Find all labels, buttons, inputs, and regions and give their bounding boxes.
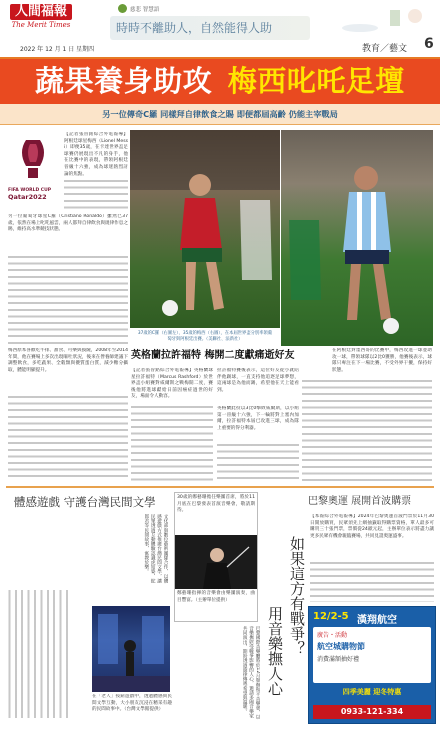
center-box — [174, 492, 258, 622]
main-article-p1: 另一位葡萄牙球星C羅（Cristiano Ronaldo）雖然已37歲，依然在場上叱吒風雲，兩人都拜自律飲食與規律作息之賜，維持高水準競技狀態。 — [8, 214, 128, 233]
main-article-right: 在阿根廷對墨西哥的比賽中，梅西攻進一球並助攻一球，帶領球隊以2比0獲勝，他賽後表示，球隊只專注在下一場比賽，不受外界干擾，保持好狀態。 — [332, 348, 432, 373]
ad-line-0: 廣告・活動 — [317, 632, 348, 639]
left-feature-text-filler — [8, 590, 68, 718]
worldcup-line2: Qatar2022 — [8, 193, 47, 201]
ad-phone[interactable]: 0933-121-334 — [313, 705, 431, 719]
worldcup-logo — [8, 132, 58, 212]
vertical-headline — [262, 536, 306, 722]
slogan-text: 時時不離助人，自然能得人助 — [116, 21, 273, 35]
main-photo-caption: 37歲的C羅（右圖左）、35歲的梅西（右圖），在本屆世界盃分別率領葡萄牙與阿根廷出賽。（美聯社、法新社） — [130, 330, 280, 346]
ronaldo-photo — [130, 130, 280, 328]
slogan-bar — [110, 16, 310, 40]
main-article-intro-filler — [64, 180, 128, 210]
headline-title — [0, 59, 440, 104]
lotus-icon — [118, 4, 127, 13]
right-feature-filler — [310, 562, 434, 602]
left-feature-title: 體感遊戲 守護台灣民間文學 — [14, 495, 156, 509]
bottom-headline: 英格蘭拉許福特 梅開二度獻痛逝好友 — [131, 350, 295, 361]
ad-highlight: 四季美麗 迎冬特惠 — [342, 688, 402, 696]
worldcup-line1: FIFA WORLD CUP — [8, 188, 52, 193]
ad-date: 12/2-5 — [313, 611, 349, 622]
ad-title: 漢翔航空 — [357, 615, 397, 626]
logo-en: The Merit Times — [11, 21, 71, 29]
main-article-p2-filler — [8, 396, 128, 482]
main-article-p2: 梅西原本喜歡吃牛排、甜食、可樂與披薩，2008年至2014年間，他在賽場上多次出現嘔吐狀況，後來在營養師建議下調整飲食，多吃蔬果、全穀類與優質蛋白質，減少糖分攝取，體能明顯提升。 — [8, 348, 128, 373]
logo[interactable] — [10, 4, 72, 30]
headline-yellow: 梅西叱吒足壇 — [227, 64, 405, 98]
right-feature-text: 【本報綜合外電報導】2024年巴黎奧運首波門票於11月30日開放購買，民眾須先上網抽籤取得購票資格，單人最多可購買三十張門票，票價從24歐元起，主辦單位表示將盡力讓更多民眾有機會親臨賽場，共同見證奧運盛事。 — [310, 514, 434, 539]
issue-date: 2022 年 12 月 1 日 星期四 — [20, 46, 95, 53]
decor-illustration — [340, 4, 430, 34]
vertical-headline-line2: 用音樂撫人心 — [266, 606, 284, 696]
bottom-article-col1-filler — [131, 406, 213, 482]
vertical-article-text: 巴黎國際音樂廳將於12月舉辦和平音樂會，以音樂撫慰受戰爭影響的人心，邀請多國音樂家共同演出，期盼透過旋律傳遞希望與溫暖。 — [242, 626, 260, 720]
main-article-intro: 【記者張晉銘綜合外電報導】阿根廷球星梅西（Lionel Messi）即便35歲，在卡達世界盃足球賽仍展現出不凡的身手，他在比賽中的表現，帶領阿根廷晉級十六強，成為球迷熱烈討論的焦點。 — [64, 132, 128, 177]
ad-panel — [313, 627, 431, 683]
bottom-article-col3: 英格蘭此役以3比0擊敗威爾斯，以小組第一晉級十六強，下一輪將對上塞內加爾，拉許福特本屆已攻進三球，成為隊上重要的得分利器。 — [217, 406, 299, 431]
main-article-p1-filler — [8, 256, 128, 344]
headline-banner — [0, 59, 440, 104]
trophy-icon — [8, 132, 58, 184]
headline-subtitle-bar — [0, 104, 440, 125]
slogan-badge: 慈悲 智慧語 — [118, 3, 159, 14]
messi-photo — [281, 130, 433, 346]
bottom-article-col2-filler — [217, 444, 299, 482]
page-number: 6 — [424, 36, 434, 52]
ad-line-2: 消費滿額抽好禮 — [317, 656, 360, 663]
masthead — [0, 0, 440, 58]
ad-box[interactable] — [308, 606, 436, 724]
logo-cn: 人間福報 — [10, 4, 72, 20]
ad-line-1: 航空城購物節 — [317, 642, 365, 651]
left-feature-text: 文化部與數位藝術團隊合作，以體感遊戲方式推廣台灣民間文學，讓民眾透過互動體驗認識虎姑婆、蛇郎君等民間故事，寓教於樂。 — [143, 514, 168, 583]
conductor-photo — [175, 535, 257, 589]
right-feature-title: 巴黎奧運 展開首波購票 — [308, 496, 412, 507]
bottom-article-col1: 【記者張晉銘綜合外電報導】英格蘭球星拉許福特（Marcus Rashford）於世界盃小組賽對威爾斯之戰梅開二度，賽後他將進球獻給日前因癌症過世的好友，場面令人動容。 — [131, 368, 213, 400]
bottom-article-col2: 拉許福特賽後表示，這位好友從小就陪伴他踢球，一直支持他追逐足球夢想，這兩球是為他而踢，希望他在天上能看到。 — [217, 368, 299, 393]
conductor-caption: 鄭藝珊指揮的音樂會由樂團演奏，曲目豐富。（主辦單位提供） — [177, 591, 255, 603]
headline-white: 蔬果養身助攻 — [35, 64, 213, 98]
section-divider — [6, 486, 434, 488]
main-article-right-filler — [302, 380, 432, 482]
center-box-top: 30歲的鄭藝珊擔任樂團首席，將於11月底在巴黎發表首演音樂會，敬請期待。 — [177, 495, 255, 514]
folklore-photo-caption: 在「老人」按鈕遊戲中，透過體感與民間文學互動，大小朋友沉浸在精采有趣的民間故事中。（台灣文學館提供） — [92, 694, 172, 713]
vertical-headline-line1: 如果這方有戰爭？ — [288, 536, 306, 656]
section-label: 教育／藝文 — [362, 44, 408, 54]
folklore-game-photo[interactable] — [92, 606, 170, 692]
headline-subtitle: 另一位傳奇C羅 同樣拜自律飲食之賜 即便都屆高齡 仍能主宰戰局 — [102, 109, 338, 119]
